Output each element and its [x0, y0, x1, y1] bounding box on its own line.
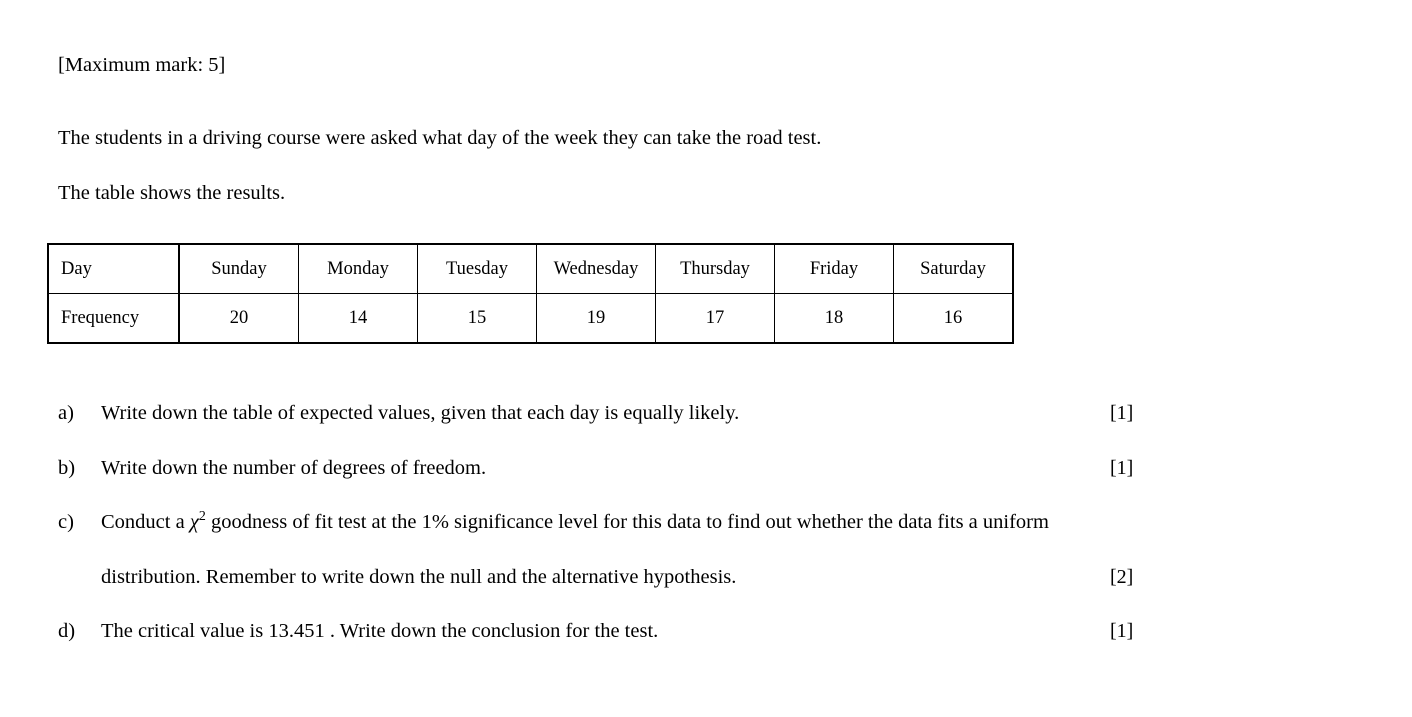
table-cell-day-wednesday: Wednesday [537, 244, 656, 294]
table-cell-freq-wednesday: 19 [537, 294, 656, 344]
question-b-letter: b) [58, 457, 76, 479]
table-row-days [48, 244, 1013, 294]
table-cell-freq-tuesday: 15 [418, 294, 537, 344]
table-cell-freq-thursday: 17 [656, 294, 775, 344]
chi-glyph: χ [189, 511, 199, 533]
question-b-text: Write down the number of degrees of freedom. [101, 457, 487, 479]
chi-squared-symbol [190, 511, 206, 533]
question-c-letter: c) [58, 511, 74, 533]
table-cell-day-monday: Monday [299, 244, 418, 294]
table-cell-freq-sunday: 20 [179, 294, 299, 344]
question-a-letter: a) [58, 402, 74, 424]
question-b-marks: [1] [1110, 457, 1134, 479]
table-cell-freq-monday: 14 [299, 294, 418, 344]
maximum-mark-heading: [Maximum mark: 5] [58, 54, 226, 76]
table-cell-day-friday: Friday [775, 244, 894, 294]
table-header-frequency: Frequency [48, 294, 179, 344]
question-a-text: Write down the table of expected values, given that each day is equally likely. [101, 402, 740, 424]
chi-exponent: 2 [198, 509, 206, 525]
table-cell-day-tuesday: Tuesday [418, 244, 537, 294]
question-d-marks: [1] [1110, 620, 1134, 642]
frequency-table [47, 243, 1014, 344]
table-cell-day-saturday: Saturday [894, 244, 1014, 294]
intro-paragraph-2: The table shows the results. [58, 182, 286, 204]
question-c-marks: [2] [1110, 566, 1134, 588]
table-row-frequency [48, 294, 1013, 344]
intro-paragraph-1: The students in a driving course were asked what day of the week they can take the road test. [58, 127, 822, 149]
table-cell-freq-friday: 18 [775, 294, 894, 344]
table-header-day: Day [48, 244, 179, 294]
question-c-text-line-2: distribution. Remember to write down the null and the alternative hypothesis. [101, 566, 737, 588]
question-d-letter: d) [58, 620, 76, 642]
question-c-text-after-chi: goodness of fit test at the 1% significance level for this data to find out whether the data fits a uniform [205, 511, 1049, 533]
table-cell-day-sunday: Sunday [179, 244, 299, 294]
question-c-text-line-1 [101, 508, 1049, 536]
question-c-text-before-chi: Conduct a [101, 511, 190, 533]
table-cell-day-thursday: Thursday [656, 244, 775, 294]
question-a-marks: [1] [1110, 402, 1134, 424]
table-cell-freq-saturday: 16 [894, 294, 1014, 344]
question-d-text: The critical value is 13.451 . Write down the conclusion for the test. [101, 620, 659, 642]
